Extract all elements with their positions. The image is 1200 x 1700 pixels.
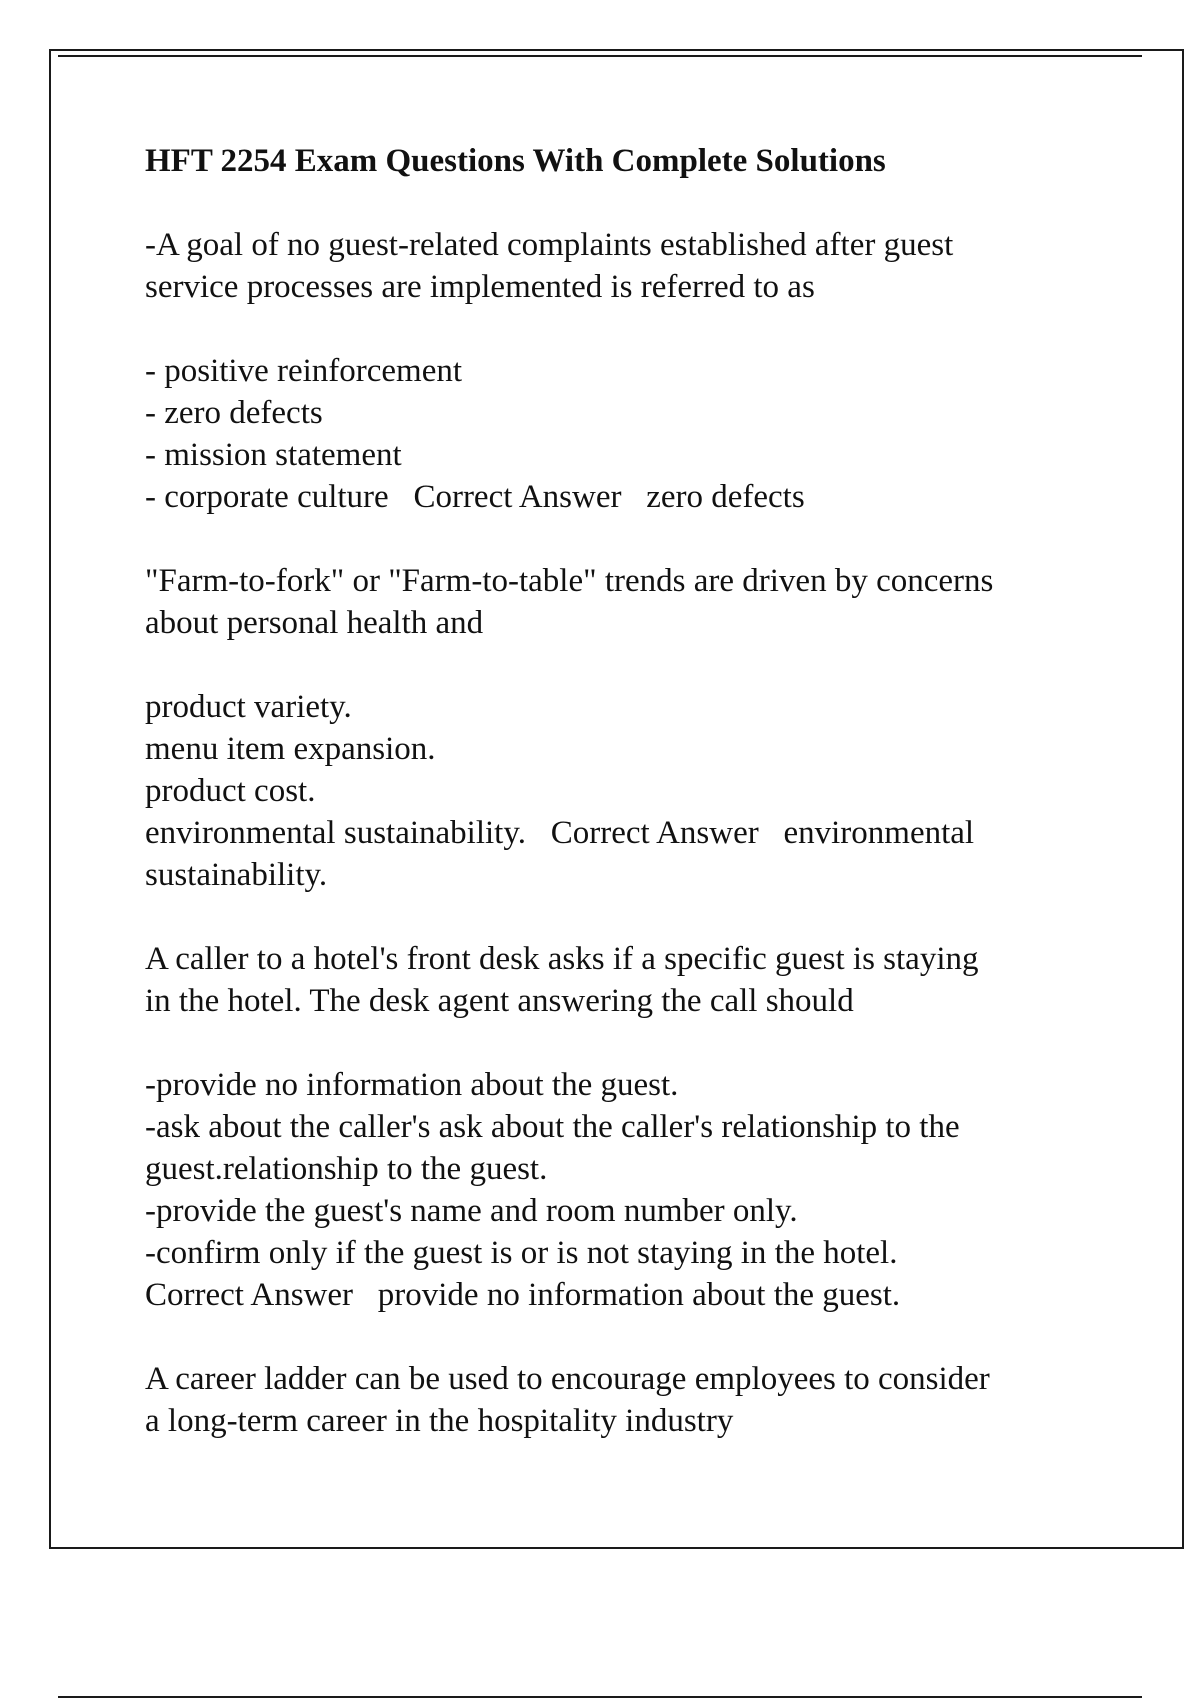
option-line: -provide no information about the guest. bbox=[145, 1067, 679, 1103]
option-line: guest.relationship to the guest. bbox=[145, 1151, 548, 1187]
answer-line: Correct Answer provide no information about the guest. bbox=[145, 1277, 901, 1313]
option-line: product variety. bbox=[145, 689, 352, 725]
document-body bbox=[145, 140, 1105, 1484]
option-line-with-answer: environmental sustainability. Correct Answer environmental bbox=[145, 815, 975, 851]
top-rule bbox=[58, 55, 1142, 57]
option-line: -ask about the caller's ask about the caller's relationship to the bbox=[145, 1109, 960, 1145]
option-line: -provide the guest's name and room number only. bbox=[145, 1193, 798, 1229]
option-line: menu item expansion. bbox=[145, 731, 436, 767]
question-prompt bbox=[145, 224, 1105, 308]
prompt-line: in the hotel. The desk agent answering the call should bbox=[145, 983, 854, 1019]
answer-continuation: sustainability. bbox=[145, 857, 328, 893]
question-prompt bbox=[145, 938, 1105, 1022]
prompt-line: a long-term career in the hospitality industry bbox=[145, 1403, 734, 1439]
prompt-line: A caller to a hotel's front desk asks if a specific guest is staying bbox=[145, 941, 979, 977]
option-line: product cost. bbox=[145, 773, 316, 809]
prompt-line: -A goal of no guest-related complaints established after guest bbox=[145, 227, 954, 263]
document-title: HFT 2254 Exam Questions With Complete Solutions bbox=[145, 143, 886, 179]
option-line-with-answer: - corporate culture Correct Answer zero defects bbox=[145, 479, 805, 515]
question-options bbox=[145, 1064, 1105, 1316]
prompt-line: A career ladder can be used to encourage employees to consider bbox=[145, 1361, 990, 1397]
question-prompt bbox=[145, 560, 1105, 644]
question-options bbox=[145, 686, 1105, 896]
option-line: - positive reinforcement bbox=[145, 353, 463, 389]
prompt-line: "Farm-to-fork" or "Farm-to-table" trends are driven by concerns bbox=[145, 563, 994, 599]
prompt-line: service processes are implemented is referred to as bbox=[145, 269, 815, 305]
option-line: -confirm only if the guest is or is not staying in the hotel. bbox=[145, 1235, 898, 1271]
question-options bbox=[145, 350, 1105, 518]
option-line: - zero defects bbox=[145, 395, 323, 431]
option-line: - mission statement bbox=[145, 437, 402, 473]
bottom-rule bbox=[58, 1696, 1142, 1698]
question-prompt bbox=[145, 1358, 1105, 1442]
prompt-line: about personal health and bbox=[145, 605, 484, 641]
